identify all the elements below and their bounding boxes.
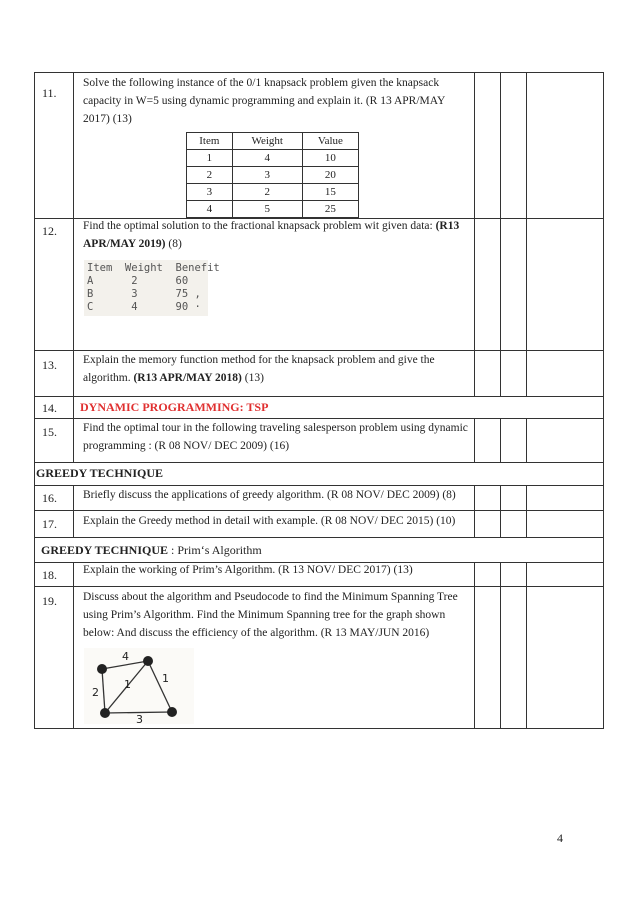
graph-node xyxy=(143,656,153,666)
table-cell: 3 xyxy=(232,167,302,184)
scan-header: Item Weight Benefit xyxy=(87,262,220,274)
table-cell: 4 xyxy=(232,150,302,167)
table-cell: 5 xyxy=(232,201,302,218)
table-row xyxy=(187,184,359,201)
edge-weight: 1 xyxy=(124,678,131,691)
rule xyxy=(526,418,527,462)
table-cell: 10 xyxy=(302,150,358,167)
rule xyxy=(526,562,527,729)
rule xyxy=(34,396,604,397)
table-cell: 1 xyxy=(187,150,233,167)
question-text: Briefly discuss the applications of greedy algorithm. (R 08 NOV/ DEC 2009) (8) xyxy=(83,489,456,501)
question-text: Explain the Greedy method in detail with example. (R 08 NOV/ DEC 2015) (10) xyxy=(83,515,456,527)
rule xyxy=(73,485,74,537)
rule xyxy=(500,418,501,462)
rule xyxy=(73,562,74,729)
table-row xyxy=(187,201,359,218)
scan-line: C 4 90 · xyxy=(87,301,201,313)
rule xyxy=(603,72,604,729)
rule xyxy=(526,485,527,537)
page-number: 4 xyxy=(557,831,563,845)
table-cell: 3 xyxy=(187,184,233,201)
knapsack-table xyxy=(186,132,359,218)
table-cell: 15 xyxy=(302,184,358,201)
question-text: Solve the following instance of the 0/1 knapsack problem given the knapsack capacity in W=5 using dynamic programming and explain it. (R 13 APR/MAY 2017) (13) xyxy=(83,77,445,125)
table-header: Item xyxy=(187,133,233,150)
rule xyxy=(34,462,604,463)
section-heading-rest: : Prim‘s Algorithm xyxy=(168,543,262,557)
table-header: Value xyxy=(302,133,358,150)
table-header-row xyxy=(187,133,359,150)
graph-node xyxy=(97,664,107,674)
table-cell: 2 xyxy=(187,167,233,184)
marks: (13) xyxy=(241,372,264,384)
rule xyxy=(500,485,501,537)
rule xyxy=(474,562,475,729)
exam-ref: (R13 APR/MAY 2019) xyxy=(83,220,460,250)
rule xyxy=(34,728,604,729)
table-cell: 2 xyxy=(232,184,302,201)
question-text-main: Find the optimal solution to the fractional knapsack problem wit given data: xyxy=(83,220,436,232)
section-heading-greedy: GREEDY TECHNIQUE xyxy=(36,466,164,480)
exam-ref: (R13 APR/MAY 2018) xyxy=(133,372,242,384)
table-cell: 4 xyxy=(187,201,233,218)
graph-image xyxy=(84,648,194,724)
question-text xyxy=(83,351,471,387)
question-text-main: Explain the memory function method for the knapsack problem and give the algorithm. xyxy=(83,354,435,384)
row-number: 15. xyxy=(42,425,57,439)
table-header: Weight xyxy=(232,133,302,150)
fractional-knapsack-image xyxy=(84,260,220,316)
edge-weight: 1 xyxy=(162,672,169,685)
marks: (8) xyxy=(165,238,182,250)
rule xyxy=(500,72,501,396)
rule xyxy=(474,485,475,537)
rule xyxy=(73,72,74,462)
table-row xyxy=(187,150,359,167)
rule xyxy=(34,510,604,511)
rule xyxy=(34,586,604,587)
graph-node xyxy=(167,707,177,717)
table-cell: 20 xyxy=(302,167,358,184)
row-number: 17. xyxy=(42,517,57,531)
edge-weight: 2 xyxy=(92,686,99,699)
rule xyxy=(34,72,35,729)
edge-weight: 4 xyxy=(122,650,129,663)
rule xyxy=(34,72,604,73)
table-row xyxy=(187,167,359,184)
table-cell: 25 xyxy=(302,201,358,218)
row-number: 18. xyxy=(42,568,57,582)
section-heading-prim xyxy=(41,543,262,558)
row-number: 16. xyxy=(42,491,57,505)
row-number: 11. xyxy=(42,86,57,100)
rule xyxy=(34,537,604,538)
question-text xyxy=(83,217,473,253)
graph-node xyxy=(100,708,110,718)
rule xyxy=(526,72,527,396)
section-heading-bold: GREEDY TECHNIQUE xyxy=(41,543,169,557)
question-text: Find the optimal tour in the following traveling salesperson problem using dynamic programming : (R 08 NOV/ DEC 2009) (16) xyxy=(83,422,468,452)
question-text: Discuss about the algorithm and Pseudocode to find the Minimum Spanning Tree using Prim’s Algorithm. Find the Minimum Spanning tree for the graph shown below: And discuss the efficiency of the algorithm. (R 13 MAY/JUN 2016) xyxy=(83,591,458,639)
row-number: 19. xyxy=(42,594,57,608)
row-number: 12. xyxy=(42,224,57,238)
question-text: Explain the working of Prim’s Algorithm. (R 13 NOV/ DEC 2017) (13) xyxy=(83,564,413,576)
scan-line: A 2 60 xyxy=(87,275,189,287)
rule xyxy=(500,562,501,729)
edge-weight: 3 xyxy=(136,713,143,724)
rule xyxy=(474,418,475,462)
row-number: 14. xyxy=(42,401,57,415)
section-heading-tsp: DYNAMIC PROGRAMMING: TSP xyxy=(80,400,269,414)
scan-line: B 3 75 , xyxy=(87,288,201,300)
rule xyxy=(474,72,475,396)
row-number: 13. xyxy=(42,358,57,372)
